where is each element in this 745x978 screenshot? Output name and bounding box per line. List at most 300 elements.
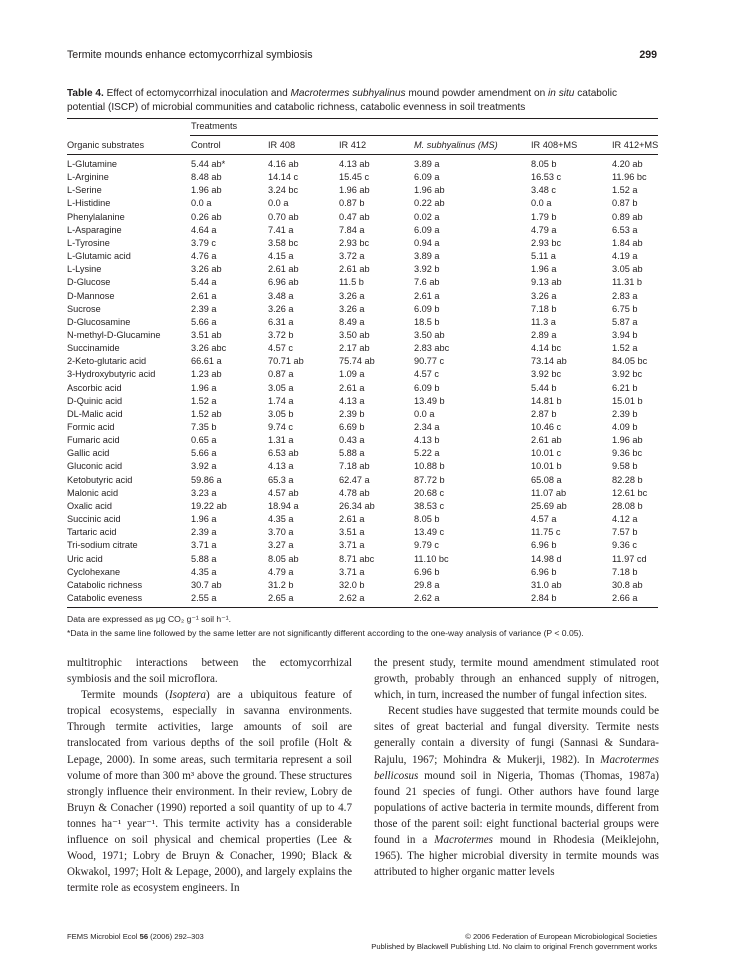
caption-text: Effect of ectomycorrhizal inoculation and — [103, 88, 291, 99]
table-cell: 15.45 c — [339, 172, 370, 183]
table-cell: 7.18 b — [612, 566, 638, 577]
table-cell: 38.53 c — [414, 500, 445, 511]
substrate-name: Sucrose — [67, 303, 101, 314]
text-run: mound in Rhodesia (Meiklejohn, 1965). The higher microbial diversity in termite mounds was attributed to higher organic matter levels — [374, 834, 659, 879]
table-row — [67, 290, 658, 303]
table-cell: 0.0 a — [531, 198, 552, 209]
table-cell: 4.57 c — [268, 343, 294, 354]
table-cell: 11.31 b — [612, 277, 642, 288]
substrate-name: L-Histidine — [67, 198, 111, 209]
table-cell: 6.09 b — [414, 382, 440, 393]
table-row — [67, 408, 658, 421]
table-cell: 11.3 a — [531, 316, 556, 327]
table-cell: 4.13 ab — [339, 159, 370, 169]
group-header-row — [67, 120, 658, 133]
table-cell: 3.89 a — [414, 159, 440, 169]
table-cell: 3.71 a — [339, 540, 365, 551]
caption-text: catabolic potential (ISCP) of microbial communities and catabolic richness, catabolic evenness in soil treatments — [67, 88, 618, 113]
table-cell: 2.39 a — [191, 303, 217, 314]
table-cell: 3.23 a — [191, 487, 217, 498]
table-row — [67, 342, 658, 355]
table-cell: 1.52 ab — [191, 408, 222, 419]
table-row — [67, 460, 658, 473]
footnote-significance: *Data in the same line followed by the same letter are not significantly different according to the one-way analysis of variance (P < 0.05). — [67, 628, 584, 638]
table-cell: 6.09 a — [414, 172, 440, 183]
table-cell: 4.35 a — [268, 514, 294, 525]
text-run: mound soil in Nigeria, Thomas (Thomas, 1987a) found 21 species of fungi. Other authors have found large populations of active bacteria in termite mounds, different from those of the parent soil: eight functional bacterial groups were found in a — [374, 769, 659, 847]
table-cell: 9.36 bc — [612, 448, 643, 459]
table-cell: 3.26 a — [339, 303, 365, 314]
table-cell: 3.89 a — [414, 251, 440, 262]
table-cell: 28.08 b — [612, 500, 643, 511]
table-cell: 2.61 a — [414, 290, 440, 301]
table-cell: 4.76 a — [191, 251, 217, 262]
table-cell: 0.0 a — [191, 198, 212, 209]
substrate-name: Oxalic acid — [67, 500, 112, 511]
table-cell: 2.89 a — [531, 329, 557, 340]
table-cell: 2.61 ab — [268, 264, 299, 275]
table-label: Table 4. — [67, 88, 104, 99]
table-cell: 5.11 a — [531, 251, 556, 262]
table-cell: 1.96 ab — [414, 185, 445, 196]
table-row — [67, 355, 658, 368]
page-number: 299 — [639, 49, 657, 61]
table-row — [67, 434, 658, 447]
treatments-rule — [190, 135, 658, 136]
table-cell: 25.69 ab — [531, 500, 567, 511]
table-row — [67, 592, 658, 605]
table-cell: 9.36 c — [612, 540, 638, 551]
table-row — [67, 539, 658, 552]
table-cell: 8.48 ab — [191, 172, 222, 183]
caption-insitu: in situ — [548, 88, 575, 99]
table-row — [67, 382, 658, 395]
table-cell: 3.71 a — [339, 566, 365, 577]
table-row — [67, 566, 658, 579]
text-run: Recent studies have suggested that termite mounds could be sites of great bacterial and fungal diversity. Termite nests generally contain a diversity of fungi (Sannasi & Sundara-Rajulu, 1967; Mohindra & Mukerji, 1982). In — [374, 705, 659, 766]
table-cell: 16.53 c — [531, 172, 562, 183]
table-cell: 4.20 ab — [612, 159, 643, 169]
table-cell: 4.09 b — [612, 422, 638, 432]
table-row — [67, 250, 658, 263]
table-cell: 3.24 bc — [268, 185, 299, 196]
table-cell: 6.21 b — [612, 382, 638, 393]
paragraph: multitrophic interactions between the ectomycorrhizal symbiosis and the soil microflora. — [67, 657, 352, 686]
column-header: IR 412 — [339, 140, 367, 150]
table-cell: 4.13 b — [414, 435, 440, 446]
table-cell: 3.72 b — [268, 329, 294, 340]
taxon-name: Macrotermes — [434, 834, 493, 847]
table-cell: 65.08 a — [531, 474, 562, 485]
table-cell: 5.88 a — [339, 448, 365, 459]
table-cell: 6.96 b — [531, 566, 557, 577]
table-cell: 3.92 b — [414, 264, 440, 275]
running-title: Termite mounds enhance ectomycorrhizal symbiosis — [67, 49, 313, 61]
paragraph — [67, 687, 352, 896]
table-row — [67, 237, 658, 250]
table-cell: 0.87 b — [339, 198, 365, 209]
table-row — [67, 303, 658, 316]
table-cell: 7.18 b — [531, 303, 557, 314]
table-cell: 2.87 b — [531, 408, 557, 419]
table-cell: 90.77 c — [414, 356, 445, 367]
table-cell: 2.39 b — [339, 408, 365, 419]
substrate-name: Malonic acid — [67, 487, 119, 498]
table-cell: 11.97 cd — [612, 553, 647, 564]
table-cell: 75.74 ab — [339, 356, 375, 367]
table-cell: 5.44 a — [191, 277, 217, 288]
substrate-name: N-methyl-D-Glucamine — [67, 329, 161, 340]
table-cell: 1.96 a — [191, 514, 217, 525]
table-cell: 2.17 ab — [339, 343, 370, 354]
table-cell: 14.98 d — [531, 553, 562, 564]
table-cell: 4.35 a — [191, 566, 217, 577]
table-cell: 2.83 abc — [414, 343, 450, 354]
table-row — [67, 171, 658, 184]
header-bottom-rule — [67, 154, 658, 155]
table-row — [67, 329, 658, 342]
substrate-name: Cyclohexane — [67, 566, 121, 577]
table-cell: 11.96 bc — [612, 172, 647, 183]
table-cell: 2.66 a — [612, 592, 638, 603]
table-cell: 9.79 c — [414, 540, 440, 551]
table-cell: 8.05 b — [531, 159, 557, 169]
table-row — [67, 474, 658, 487]
substrate-name: D-Glucosamine — [67, 316, 131, 327]
table-cell: 3.51 a — [339, 527, 365, 538]
caption-text: mound powder amendment on — [405, 88, 549, 99]
table-row — [67, 421, 658, 434]
table-cell: 11.10 bc — [414, 553, 449, 564]
table-cell: 15.01 b — [612, 395, 643, 406]
table-row — [67, 368, 658, 381]
table-cell: 4.64 a — [191, 224, 217, 235]
column-header: Control — [191, 140, 221, 150]
table-cell: 8.71 abc — [339, 553, 375, 564]
table-cell: 82.28 b — [612, 474, 643, 485]
table-cell: 3.27 a — [268, 540, 294, 551]
table-cell: 1.96 ab — [612, 435, 643, 446]
table-row — [67, 211, 658, 224]
table-cell: 2.61 a — [191, 290, 217, 301]
table-row — [67, 184, 658, 197]
table-cell: 4.78 ab — [339, 487, 370, 498]
table-cell: 1.31 a — [268, 435, 294, 446]
table-cell: 4.13 a — [268, 461, 294, 472]
table-cell: 2.39 b — [612, 408, 638, 419]
table-bottom-rule — [67, 607, 658, 608]
table-cell: 4.57 c — [414, 369, 440, 380]
table-cell: 0.94 a — [414, 237, 440, 248]
table-cell: 1.79 b — [531, 211, 557, 222]
substrate-name: Catabolic richness — [67, 579, 143, 590]
table-cell: 3.71 a — [191, 540, 217, 551]
table-cell: 11.07 ab — [531, 487, 567, 498]
table-cell: 7.35 b — [191, 422, 217, 432]
column-header: Organic substrates — [67, 140, 145, 150]
table-cell: 7.18 ab — [339, 461, 370, 472]
column-header: IR 408 — [268, 140, 296, 150]
table-cell: 0.65 a — [191, 435, 217, 446]
table-cell: 6.75 b — [612, 303, 638, 314]
table-cell: 9.13 ab — [531, 277, 562, 288]
table-cell: 0.22 ab — [414, 198, 445, 209]
table-cell: 3.92 a — [191, 461, 217, 472]
table-cell: 3.26 a — [531, 290, 557, 301]
table-cell: 6.09 a — [414, 224, 440, 235]
table-row — [67, 395, 658, 408]
table-cell: 66.61 a — [191, 356, 222, 367]
table-cell: 0.70 ab — [268, 211, 299, 222]
table-cell: 3.26 a — [339, 290, 365, 301]
table-caption — [67, 87, 658, 115]
table-cell: 0.87 a — [268, 369, 294, 380]
substrate-name: L-Tyrosine — [67, 237, 110, 248]
substrate-name: Ketobutyric acid — [67, 474, 133, 485]
table-cell: 5.44 ab* — [191, 159, 226, 169]
table-row — [67, 513, 658, 526]
column-header-row — [67, 139, 658, 152]
table-cell: 10.01 c — [531, 448, 562, 459]
running-head — [67, 49, 657, 61]
table-cell: 3.50 ab — [339, 329, 370, 340]
table-cell: 30.7 ab — [191, 579, 222, 590]
table-cell: 29.8 a — [414, 579, 440, 590]
substrate-name: 2-Keto-glutaric acid — [67, 356, 147, 367]
table-cell: 3.26 abc — [191, 343, 227, 354]
substrate-name: Tartaric acid — [67, 527, 117, 538]
column-header: IR 412+MS — [612, 140, 659, 150]
table-cell: 10.88 b — [414, 461, 445, 472]
substrate-name: D-Glucose — [67, 277, 111, 288]
table-cell: 0.02 a — [414, 211, 440, 222]
paragraph — [374, 703, 659, 880]
table-cell: 3.79 c — [191, 237, 217, 248]
table-cell: 1.09 a — [339, 369, 365, 380]
table-cell: 12.61 bc — [612, 487, 648, 498]
table-cell: 14.81 b — [531, 395, 562, 406]
substrate-name: Tri-sodium citrate — [67, 540, 138, 551]
table-cell: 1.96 ab — [191, 185, 222, 196]
copyright-line: © 2006 Federation of European Microbiological Societies — [465, 932, 657, 941]
substrate-name: L-Lysine — [67, 264, 102, 275]
journal-name: FEMS Microbiol Ecol — [67, 932, 140, 941]
table-cell: 1.96 a — [191, 382, 217, 393]
table-cell: 5.66 a — [191, 316, 217, 327]
table-row — [67, 263, 658, 276]
table-cell: 2.55 a — [191, 592, 217, 603]
substrate-name: Gluconic acid — [67, 461, 123, 472]
table-cell: 10.01 b — [531, 461, 562, 472]
table-cell: 4.19 a — [612, 251, 638, 262]
table-cell: 0.26 ab — [191, 211, 222, 222]
substrate-name: L-Serine — [67, 185, 102, 196]
table-cell: 0.43 a — [339, 435, 365, 446]
table-cell: 3.92 bc — [531, 369, 562, 380]
table-cell: 11.5 b — [339, 277, 364, 288]
text-run: Termite mounds ( — [81, 689, 169, 702]
table-cell: 4.57 ab — [268, 487, 299, 498]
table-cell: 7.41 a — [268, 224, 294, 235]
table-cell: 5.88 a — [191, 553, 217, 564]
table-cell: 73.14 ab — [531, 356, 567, 367]
table-cell: 3.70 a — [268, 527, 294, 538]
column-header-species: M. subhyalinus (MS) — [414, 140, 498, 150]
table-cell: 2.39 a — [191, 527, 217, 538]
table-cell: 2.62 a — [339, 592, 365, 603]
column-header — [414, 139, 498, 152]
substrate-name: Ascorbic acid — [67, 382, 122, 393]
table-cell: 10.46 c — [531, 422, 562, 432]
table-cell: 4.13 a — [339, 395, 365, 406]
table-row — [67, 224, 658, 237]
substrate-name: L-Asparagine — [67, 224, 122, 235]
table-cell: 3.26 a — [268, 303, 294, 314]
table-cell: 13.49 c — [414, 527, 445, 538]
table-cell: 9.74 c — [268, 422, 294, 432]
table-cell: 3.51 ab — [191, 329, 222, 340]
table-cell: 4.14 bc — [531, 343, 562, 354]
substrate-name: D-Quinic acid — [67, 395, 123, 406]
table-row — [67, 276, 658, 289]
table-cell: 70.71 ab — [268, 356, 304, 367]
table-cell: 6.53 a — [612, 224, 638, 235]
table-row — [67, 487, 658, 500]
substrate-name: Catabolic eveness — [67, 592, 143, 603]
table-cell: 0.89 ab — [612, 211, 643, 222]
table-cell: 6.96 ab — [268, 277, 299, 288]
table-cell: 0.87 b — [612, 198, 638, 209]
substrate-name: L-Arginine — [67, 172, 109, 183]
table-cell: 87.72 b — [414, 474, 445, 485]
table-row — [67, 579, 658, 592]
table-cell: 2.65 a — [268, 592, 294, 603]
caption-species: Macrotermes subhyalinus — [290, 88, 406, 99]
table-footnotes — [67, 612, 658, 640]
table-cell: 7.6 ab — [414, 277, 440, 288]
taxon-name: Macrotermes bellicosus — [374, 753, 659, 782]
table-cell: 20.68 c — [414, 487, 445, 498]
table-cell: 6.96 b — [414, 566, 440, 577]
table-cell: 0.47 ab — [339, 211, 370, 222]
substrate-name: Formic acid — [67, 422, 115, 432]
table-cell: 65.3 a — [268, 474, 294, 485]
table-cell: 8.49 a — [339, 316, 365, 327]
table-cell: 13.49 b — [414, 395, 445, 406]
table-cell: 2.83 a — [612, 290, 638, 301]
table-cell: 1.52 a — [191, 395, 217, 406]
table-row — [67, 447, 658, 460]
substrate-name: D-Mannose — [67, 290, 115, 301]
substrate-name: 3-Hydroxybutyric acid — [67, 369, 156, 380]
table-cell: 5.44 b — [531, 382, 557, 393]
table-row — [67, 316, 658, 329]
table-cell: 32.0 b — [339, 579, 365, 590]
table-cell: 0.0 a — [268, 198, 289, 209]
table-cell: 26.34 ab — [339, 500, 375, 511]
body-column-left — [67, 655, 352, 896]
table-cell: 6.96 b — [531, 540, 557, 551]
table-cell: 5.66 a — [191, 448, 217, 459]
substrate-name: L-Glutamic acid — [67, 251, 131, 262]
table-cell: 2.93 bc — [531, 237, 562, 248]
table-row — [67, 197, 658, 210]
table-cell: 31.0 ab — [531, 579, 562, 590]
table-cell: 2.61 a — [339, 382, 365, 393]
table-cell: 3.05 b — [268, 408, 294, 419]
table-cell: 2.34 a — [414, 422, 440, 432]
table-cell: 3.92 bc — [612, 369, 643, 380]
table-cell: 2.61 a — [339, 514, 365, 525]
table-cell: 4.79 a — [268, 566, 294, 577]
table-cell: 1.52 a — [612, 185, 638, 196]
table-row — [67, 553, 658, 566]
table-cell: 7.57 b — [612, 527, 638, 538]
table-cell: 30.8 ab — [612, 579, 643, 590]
publisher-line: Published by Blackwell Publishing Ltd. No claim to original French government works — [371, 942, 657, 951]
table-cell: 3.72 a — [339, 251, 365, 262]
substrate-name: Uric acid — [67, 553, 103, 564]
table-cell: 3.48 c — [531, 185, 557, 196]
table-cell: 3.94 b — [612, 329, 638, 340]
table-cell: 14.14 c — [268, 172, 299, 183]
table-cell: 1.96 a — [531, 264, 557, 275]
journal-volume: 56 — [139, 932, 149, 941]
table-cell: 4.16 ab — [268, 159, 299, 169]
substrate-name: Phenylalanine — [67, 211, 125, 222]
table-cell: 2.61 ab — [339, 264, 370, 275]
table-cell: 6.09 b — [414, 303, 440, 314]
table-cell: 4.12 a — [612, 514, 638, 525]
substrate-name: Succinic acid — [67, 514, 121, 525]
table-row — [67, 526, 658, 539]
table-cell: 4.57 a — [531, 514, 557, 525]
table-cell: 1.52 a — [612, 343, 638, 354]
substrate-name: Fumaric acid — [67, 435, 120, 446]
table-cell: 31.2 b — [268, 579, 294, 590]
substrate-name: Gallic acid — [67, 448, 110, 459]
table-cell: 6.31 a — [268, 316, 294, 327]
table-row — [67, 158, 658, 171]
table-cell: 9.58 b — [612, 461, 638, 472]
table-cell: 59.86 a — [191, 474, 222, 485]
table-cell: 4.15 a — [268, 251, 294, 262]
table-cell: 3.50 ab — [414, 329, 445, 340]
substrate-name: L-Glutamine — [67, 159, 118, 169]
table-cell: 19.22 ab — [191, 500, 227, 511]
substrate-name: Succinamide — [67, 343, 120, 354]
table-cell: 1.84 ab — [612, 237, 643, 248]
table-cell: 3.05 a — [268, 382, 294, 393]
table-cell: 1.74 a — [268, 395, 294, 406]
substrate-name: DL-Malic acid — [67, 408, 123, 419]
table-cell: 1.23 ab — [191, 369, 222, 380]
table-cell: 18.5 b — [414, 316, 440, 327]
taxon-name: Isoptera — [168, 689, 206, 702]
table-cell: 6.53 ab — [268, 448, 299, 459]
table-cell: 3.48 a — [268, 290, 294, 301]
table-cell: 5.87 a — [612, 316, 638, 327]
table-cell: 2.93 bc — [339, 237, 370, 248]
table-cell: 3.26 ab — [191, 264, 222, 275]
table-cell: 7.84 a — [339, 224, 365, 235]
table-cell: 4.79 a — [531, 224, 557, 235]
table-cell: 0.0 a — [414, 408, 435, 419]
table-cell: 8.05 b — [414, 514, 440, 525]
footnote-units: Data are expressed as μg CO₂ g⁻¹ soil h⁻¹. — [67, 614, 231, 624]
table-cell: 1.96 ab — [339, 185, 370, 196]
table-cell: 62.47 a — [339, 474, 370, 485]
